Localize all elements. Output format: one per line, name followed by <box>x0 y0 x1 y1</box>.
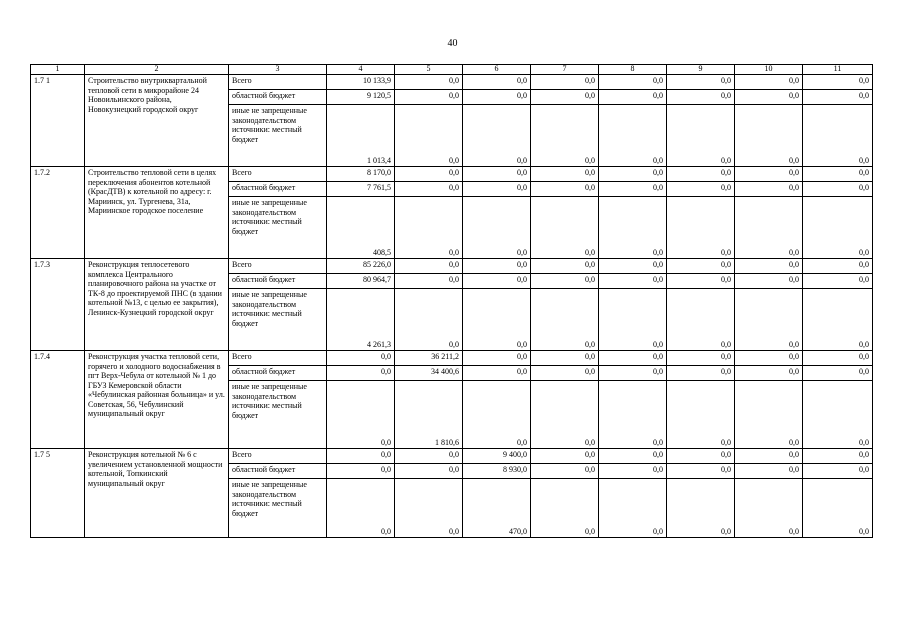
amount-cell: 0,0 <box>667 289 735 351</box>
row-name: Реконструкция участка тепловой сети, горячего и холодного водоснабжения в пгт Верх-Чебула от котельной № 1 до ГБУЗ Кемеровской области «Чебулинская районная больница» и ул. Советская, 56, Чебулинский муниципальный округ <box>85 351 229 449</box>
amount-cell: 0,0 <box>463 90 531 105</box>
row-name: Строительство внутриквартальной тепловой сети в микрорайоне 24 Новоильинского района, Новокузнецкий городской округ <box>85 75 229 167</box>
amount-cell: 0,0 <box>599 182 667 197</box>
amount-cell: 0,0 <box>463 105 531 167</box>
amount-cell: 0,0 <box>735 182 803 197</box>
amount-cell: 0,0 <box>463 182 531 197</box>
amount-cell: 8 930,0 <box>463 464 531 479</box>
amount-cell: 0,0 <box>531 167 599 182</box>
amount-cell: 0,0 <box>667 167 735 182</box>
amount-cell: 10 133,9 <box>327 75 395 90</box>
amount-cell: 0,0 <box>735 464 803 479</box>
amount-cell: 1 013,4 <box>327 105 395 167</box>
amount-cell: 408,5 <box>327 197 395 259</box>
amount-cell: 0,0 <box>667 381 735 449</box>
amount-cell: 0,0 <box>531 449 599 464</box>
amount-cell: 9 120,5 <box>327 90 395 105</box>
amount-cell: 0,0 <box>463 197 531 259</box>
page-number: 40 <box>447 38 458 49</box>
amount-cell: 1 810,6 <box>395 381 463 449</box>
amount-cell: 0,0 <box>531 289 599 351</box>
amount-cell: 0,0 <box>531 197 599 259</box>
amount-cell: 0,0 <box>803 464 873 479</box>
amount-cell: 0,0 <box>327 479 395 538</box>
amount-cell: 0,0 <box>803 197 873 259</box>
amount-cell: 0,0 <box>599 289 667 351</box>
amount-cell: 0,0 <box>395 105 463 167</box>
amount-cell: 0,0 <box>395 167 463 182</box>
amount-cell: 0,0 <box>531 366 599 381</box>
amount-cell: 0,0 <box>803 289 873 351</box>
amount-cell: 0,0 <box>803 381 873 449</box>
amount-cell: 0,0 <box>667 197 735 259</box>
row-name: Реконструкция котельной № 6 с увеличением установленной мощности котельной, Топкинский муниципальный округ <box>85 449 229 538</box>
amount-cell: 8 170,0 <box>327 167 395 182</box>
amount-cell: 0,0 <box>667 449 735 464</box>
amount-cell: 36 211,2 <box>395 351 463 366</box>
row-code: 1.7 1 <box>31 75 85 167</box>
header-cell: 1 <box>31 65 85 75</box>
amount-cell: 34 400,6 <box>395 366 463 381</box>
amount-cell: 0,0 <box>395 197 463 259</box>
amount-cell: 0,0 <box>667 259 735 274</box>
amount-cell: 0,0 <box>735 259 803 274</box>
row-name: Реконструкция теплосетевого комплекса Центрального планировочного района на участке от ТК-8 до проектируемой ПНС (в здании котельной №13, с целью ее закрытия), Ленинск-Кузнецкий городской округ <box>85 259 229 351</box>
header-cell: 11 <box>803 65 873 75</box>
funding-source: иные не запрещенные законодательством источники: местный бюджет <box>229 197 327 259</box>
amount-cell: 7 761,5 <box>327 182 395 197</box>
amount-cell: 0,0 <box>327 351 395 366</box>
amount-cell: 0,0 <box>803 182 873 197</box>
funding-source: иные не запрещенные законодательством источники: местный бюджет <box>229 105 327 167</box>
row-code: 1.7.3 <box>31 259 85 351</box>
amount-cell: 0,0 <box>327 381 395 449</box>
amount-cell: 0,0 <box>531 381 599 449</box>
funding-source: областной бюджет <box>229 366 327 381</box>
header-cell: 10 <box>735 65 803 75</box>
amount-cell: 0,0 <box>667 274 735 289</box>
amount-cell: 0,0 <box>599 449 667 464</box>
funding-source: иные не запрещенные законодательством источники: местный бюджет <box>229 479 327 538</box>
funding-source: областной бюджет <box>229 90 327 105</box>
amount-cell: 0,0 <box>327 449 395 464</box>
funding-source: иные не запрещенные законодательством источники: местный бюджет <box>229 381 327 449</box>
amount-cell: 0,0 <box>531 351 599 366</box>
header-row <box>31 65 873 75</box>
funding-source: Всего <box>229 167 327 182</box>
row-code: 1.7 5 <box>31 449 85 538</box>
amount-cell: 0,0 <box>327 464 395 479</box>
amount-cell: 0,0 <box>599 167 667 182</box>
amount-cell: 0,0 <box>599 479 667 538</box>
funding-source: Всего <box>229 449 327 464</box>
amount-cell: 0,0 <box>667 479 735 538</box>
amount-cell: 0,0 <box>599 197 667 259</box>
amount-cell: 0,0 <box>463 381 531 449</box>
amount-cell: 0,0 <box>735 351 803 366</box>
amount-cell: 0,0 <box>395 464 463 479</box>
row-code: 1.7.2 <box>31 167 85 259</box>
amount-cell: 9 400,0 <box>463 449 531 464</box>
amount-cell: 0,0 <box>803 274 873 289</box>
amount-cell: 0,0 <box>803 259 873 274</box>
amount-cell: 0,0 <box>531 182 599 197</box>
row-code: 1.7.4 <box>31 351 85 449</box>
amount-cell: 4 261,3 <box>327 289 395 351</box>
amount-cell: 0,0 <box>803 167 873 182</box>
table-row <box>31 75 873 90</box>
amount-cell: 0,0 <box>395 289 463 351</box>
amount-cell: 0,0 <box>803 105 873 167</box>
amount-cell: 0,0 <box>599 351 667 366</box>
amount-cell: 85 226,0 <box>327 259 395 274</box>
amount-cell: 0,0 <box>803 479 873 538</box>
amount-cell: 0,0 <box>531 274 599 289</box>
amount-cell: 470,0 <box>463 479 531 538</box>
amount-cell: 0,0 <box>395 259 463 274</box>
amount-cell: 0,0 <box>395 182 463 197</box>
amount-cell: 0,0 <box>531 105 599 167</box>
amount-cell: 0,0 <box>531 479 599 538</box>
amount-cell: 0,0 <box>395 90 463 105</box>
amount-cell: 0,0 <box>599 381 667 449</box>
header-cell: 4 <box>327 65 395 75</box>
amount-cell: 0,0 <box>667 75 735 90</box>
amount-cell: 0,0 <box>531 464 599 479</box>
amount-cell: 0,0 <box>599 75 667 90</box>
amount-cell: 0,0 <box>803 449 873 464</box>
amount-cell: 0,0 <box>395 479 463 538</box>
amount-cell: 0,0 <box>395 274 463 289</box>
amount-cell: 0,0 <box>735 289 803 351</box>
table-body <box>31 65 873 538</box>
amount-cell: 0,0 <box>531 75 599 90</box>
amount-cell: 0,0 <box>735 75 803 90</box>
amount-cell: 0,0 <box>735 167 803 182</box>
amount-cell: 0,0 <box>735 366 803 381</box>
row-name: Строительство тепловой сети в целях переключения абонентов котельной (КрасДТВ) к котельной по адресу: г. Мариинск, ул. Тургенева, 31а, Мариинское городское поселение <box>85 167 229 259</box>
funding-source: Всего <box>229 351 327 366</box>
amount-cell: 0,0 <box>735 381 803 449</box>
amount-cell: 80 964,7 <box>327 274 395 289</box>
amount-cell: 0,0 <box>463 351 531 366</box>
amount-cell: 0,0 <box>667 182 735 197</box>
amount-cell: 0,0 <box>463 274 531 289</box>
header-cell: 6 <box>463 65 531 75</box>
amount-cell: 0,0 <box>395 449 463 464</box>
amount-cell: 0,0 <box>463 167 531 182</box>
header-cell: 8 <box>599 65 667 75</box>
amount-cell: 0,0 <box>599 90 667 105</box>
amount-cell: 0,0 <box>463 75 531 90</box>
amount-cell: 0,0 <box>667 351 735 366</box>
header-cell: 9 <box>667 65 735 75</box>
funding-source: иные не запрещенные законодательством источники: местный бюджет <box>229 289 327 351</box>
amount-cell: 0,0 <box>735 197 803 259</box>
amount-cell: 0,0 <box>599 464 667 479</box>
table-row <box>31 167 873 182</box>
amount-cell: 0,0 <box>327 366 395 381</box>
amount-cell: 0,0 <box>395 75 463 90</box>
amount-cell: 0,0 <box>599 259 667 274</box>
amount-cell: 0,0 <box>463 366 531 381</box>
amount-cell: 0,0 <box>463 289 531 351</box>
amount-cell: 0,0 <box>803 351 873 366</box>
funding-source: Всего <box>229 75 327 90</box>
amount-cell: 0,0 <box>667 90 735 105</box>
amount-cell: 0,0 <box>531 259 599 274</box>
funding-source: областной бюджет <box>229 274 327 289</box>
table-row <box>31 259 873 274</box>
header-cell: 5 <box>395 65 463 75</box>
table-row <box>31 449 873 464</box>
amount-cell: 0,0 <box>463 259 531 274</box>
amount-cell: 0,0 <box>735 479 803 538</box>
amount-cell: 0,0 <box>735 274 803 289</box>
funding-source: Всего <box>229 259 327 274</box>
amount-cell: 0,0 <box>667 464 735 479</box>
amount-cell: 0,0 <box>667 105 735 167</box>
amount-cell: 0,0 <box>599 105 667 167</box>
amount-cell: 0,0 <box>735 449 803 464</box>
funding-source: областной бюджет <box>229 182 327 197</box>
header-cell: 2 <box>85 65 229 75</box>
amount-cell: 0,0 <box>803 75 873 90</box>
funding-source: областной бюджет <box>229 464 327 479</box>
amount-cell: 0,0 <box>599 366 667 381</box>
amount-cell: 0,0 <box>531 90 599 105</box>
amount-cell: 0,0 <box>599 274 667 289</box>
amount-cell: 0,0 <box>803 366 873 381</box>
table-row <box>31 351 873 366</box>
header-cell: 3 <box>229 65 327 75</box>
amount-cell: 0,0 <box>803 90 873 105</box>
amount-cell: 0,0 <box>735 90 803 105</box>
amount-cell: 0,0 <box>667 366 735 381</box>
budget-table <box>30 64 873 538</box>
amount-cell: 0,0 <box>735 105 803 167</box>
header-cell: 7 <box>531 65 599 75</box>
